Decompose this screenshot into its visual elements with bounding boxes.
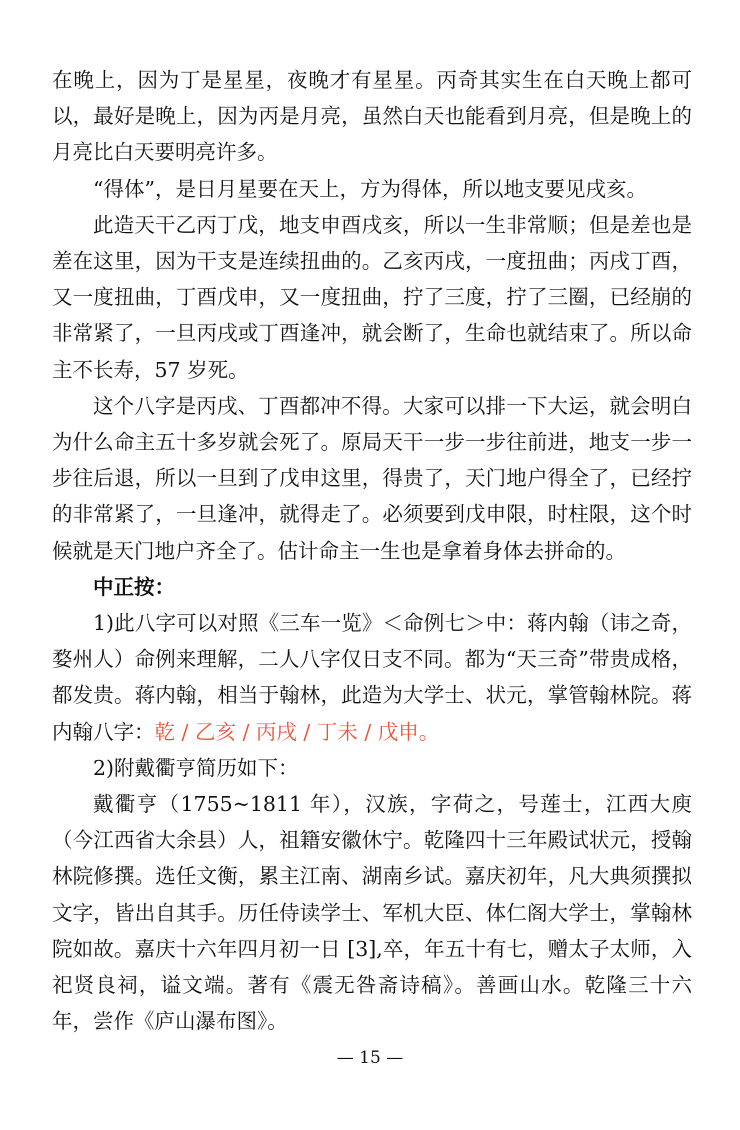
paragraph-4: 这个八字是丙戌、丁酉都冲不得。大家可以排一下大运，就会明白为什么命主五十多岁就会死了。原局天干一步一步往前进，地支一步一步往后退，所以一旦到了戊申这里，得贵了，天门地户得全了，已经拧的非常紧了，一旦逢冲，就得走了。必须要到戊申限，时柱限，这个时候就是天门地户齐全了。估计命主一生也是拿着身体去拼命的。: [52, 393, 692, 563]
paragraph-6: 2)附戴衢亨简历如下：: [93, 755, 299, 780]
paragraph-1: 在晚上，因为丁是星星，夜晚才有星星。丙奇其实生在白天晚上都可以，最好是晚上，因为丙是月亮，虽然白天也能看到月亮，但是晚上的月亮比白天要明亮许多。: [52, 68, 692, 165]
paragraph-2: “得体”，是日月星要在天上，方为得体，所以地支要见戌亥。: [93, 176, 647, 201]
paragraph-3: 此造天干乙丙丁戊，地支申酉戌亥，所以一生非常顺；但是差也是差在这里，因为干支是连续扭曲的。乙亥丙戌，一度扭曲；丙戌丁酉，又一度扭曲，丁酉戊申，又一度扭曲，拧了三度，拧了三圈，已经崩的非常紧了，一旦丙戌或丁酉逢冲，就会断了，生命也就结束了。所以命主不长寿，57 岁死。: [52, 212, 692, 382]
paragraph-7: 戴衢亨（1755~1811 年），汉族，字荷之，号莲士，江西大庾（今江西省大余县）人，祖籍安徽休宁。乾隆四十三年殿试状元，授翰林院修撰。选任文衡，累主江南、湖南乡试。嘉庆初年，凡大典须撰拟文字，皆出自其手。历任侍读学士、军机大臣、体仁阁大学士，掌翰林院如故。嘉庆十六年四月初一日 [3],卒，年五十有七，赠太子太师，入祀贤良祠，谥文端。著有《震无咎斋诗稿》。善画山水。乾隆三十六年，尝作《庐山瀑布图》。: [52, 792, 692, 1034]
section-heading: 中正按：: [93, 574, 175, 599]
document-body: [52, 62, 692, 1039]
paragraph-5-text: 1)此八字可以对照《三车一览》＜命例七＞中：蒋内翰（讳之奇，婺州人）命例来理解，二人八字仅日支不同。都为“天三奇”带贵成格，都发贵。蒋内翰，相当于翰林，此造为大学士、状元，掌管翰林院。蒋内翰八字：: [52, 611, 692, 744]
page-number: — 15 —: [336, 1048, 404, 1068]
paragraph-5: [52, 605, 692, 750]
bazi-highlight: 乾 / 乙亥 / 丙戌 / 丁未 / 戊申。: [154, 719, 440, 744]
